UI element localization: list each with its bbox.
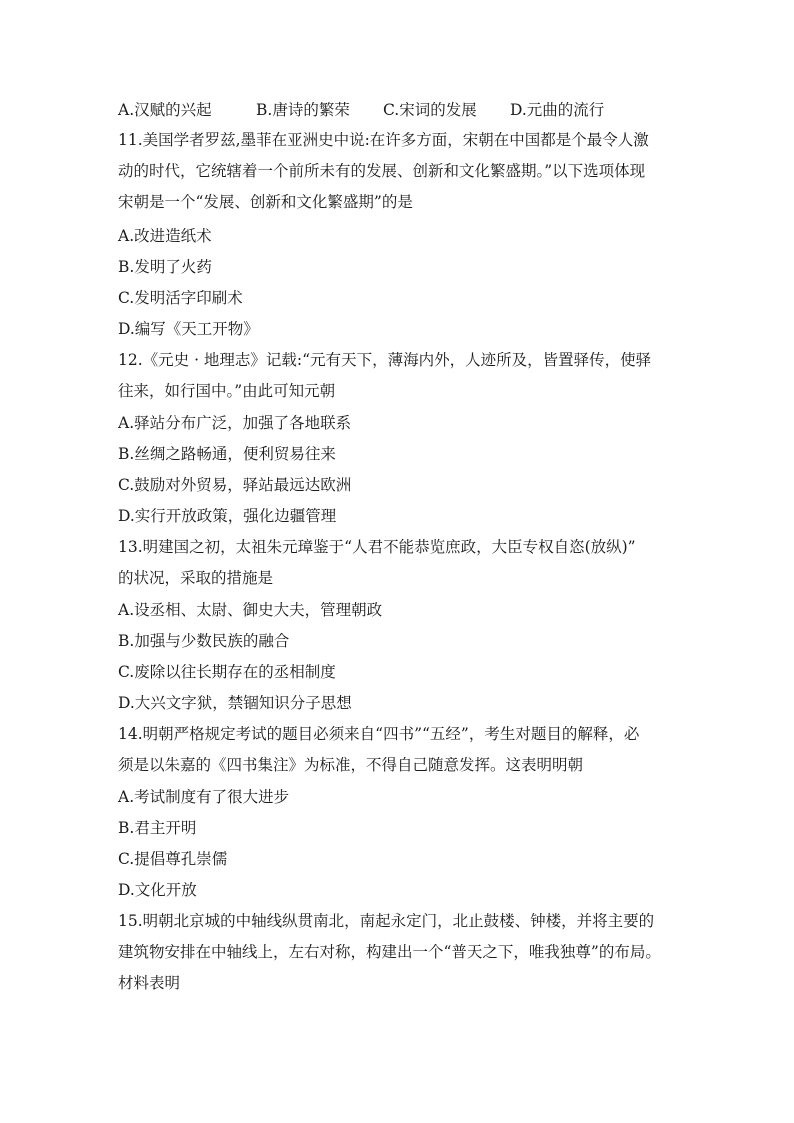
- q12-option-a: A.驿站分布广泛，加强了各地联系: [118, 414, 352, 432]
- q14-option-d: D.文化开放: [118, 881, 197, 899]
- q11-option-a: A.改进造纸术: [118, 227, 212, 245]
- q13-stem-line-1: 13.明建国之初，太祖朱元璋鉴于“人君不能恭览庶政，大臣专权自恣(放纵)”: [118, 538, 636, 556]
- q13-stem-line-2: 的状况，采取的措施是: [118, 569, 274, 587]
- q14-stem-line-1: 14.明朝严格规定考试的题目必须来自“四书”“五经”，考生对题目的解释，必: [118, 725, 640, 743]
- q13-option-d: D.大兴文字狱，禁锢知识分子思想: [118, 694, 352, 712]
- q15-stem-line-2: 建筑物安排在中轴线上，左右对称，构建出一个“普天之下，唯我独尊”的布局。: [118, 943, 661, 961]
- q12-option-c: C.鼓励对外贸易，驿站最远达欧洲: [118, 476, 352, 494]
- q14-option-a: A.考试制度有了很大进步: [118, 788, 290, 806]
- q11-option-c: C.发明活字印刷术: [118, 289, 243, 307]
- q10-options-row: [118, 100, 604, 120]
- q13-option-c: C.废除以往长期存在的丞相制度: [118, 663, 336, 681]
- q10-option-d: D.元曲的流行: [510, 101, 605, 119]
- q11-stem-line-3: 宋朝是一个“发展、创新和文化繁盛期”的是: [118, 193, 413, 211]
- q14-option-b: B.君主开明: [118, 819, 197, 837]
- q15-stem-line-1: 15.明朝北京城的中轴线纵贯南北，南起永定门，北止鼓楼、钟楼，并将主要的: [118, 912, 655, 930]
- q13-option-b: B.加强与少数民族的融合: [118, 632, 290, 650]
- q12-option-d: D.实行开放政策，强化边疆管理: [118, 507, 337, 525]
- q12-option-b: B.丝绸之路畅通，便利贸易往来: [118, 445, 336, 463]
- q12-stem-line-2: 往来，如行国中。”由此可知元朝: [118, 382, 336, 400]
- q12-stem-line-1: 12.《元史 · 地理志》记载:“元有天下，薄海内外，人迹所及，皆置驿传，使驿: [118, 351, 652, 369]
- q10-option-b: B.唐诗的繁荣: [256, 101, 350, 119]
- q10-option-a: A.汉赋的兴起: [118, 101, 212, 119]
- q11-option-b: B.发明了火药: [118, 258, 212, 276]
- q14-option-c: C.提倡尊孔崇儒: [118, 850, 228, 868]
- q11-stem-line-1: 11.美国学者罗兹,墨菲在亚洲史中说:在许多方面，宋朝在中国都是个最令人激: [118, 131, 649, 149]
- q10-option-c: C.宋词的发展: [383, 101, 477, 119]
- q15-stem-line-3: 材料表明: [118, 974, 181, 992]
- q13-option-a: A.设丞相、太尉、御史大夫，管理朝政: [118, 601, 383, 619]
- q11-stem-line-2: 动的时代，它统辖着一个前所未有的发展、创新和文化繁盛期。”以下选项体现: [118, 162, 646, 180]
- q11-option-d: D.编写《天工开物》: [118, 320, 259, 338]
- q14-stem-line-2: 须是以朱嘉的《四书集注》为标准，不得自己随意发挥。这表明明朝: [118, 756, 584, 774]
